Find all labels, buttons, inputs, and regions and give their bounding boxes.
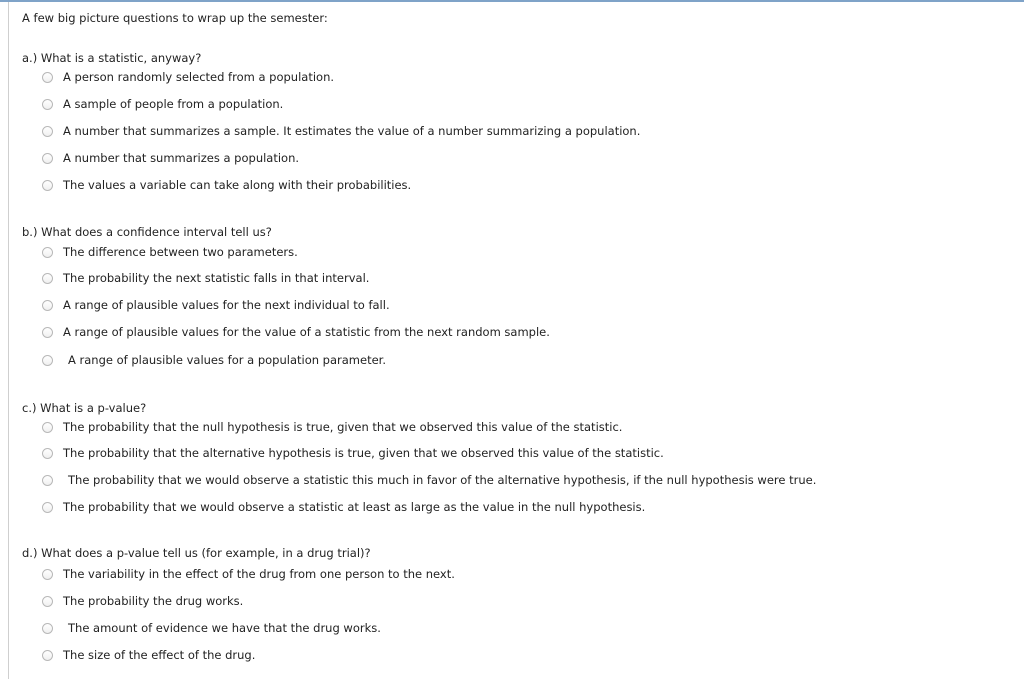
option-c4[interactable] bbox=[42, 499, 645, 515]
option-a3[interactable] bbox=[42, 123, 640, 139]
radio-button[interactable] bbox=[42, 422, 53, 433]
option-d4[interactable] bbox=[42, 647, 255, 663]
option-label: The values a variable can take along with their probabilities. bbox=[63, 178, 412, 192]
question-a-prompt: a.) What is a statistic, anyway? bbox=[22, 51, 202, 65]
radio-button[interactable] bbox=[42, 247, 53, 258]
radio-button[interactable] bbox=[42, 355, 53, 366]
option-label: A range of plausible values for the value of a statistic from the next random sample. bbox=[63, 325, 550, 339]
radio-button[interactable] bbox=[42, 650, 53, 661]
option-label: The size of the effect of the drug. bbox=[63, 648, 256, 662]
radio-button[interactable] bbox=[42, 99, 53, 110]
option-label: The variability in the effect of the drug from one person to the next. bbox=[63, 567, 455, 581]
intro-text: A few big picture questions to wrap up the semester: bbox=[22, 11, 328, 25]
option-label: A range of plausible values for a population parameter. bbox=[68, 353, 386, 367]
option-d2[interactable] bbox=[42, 593, 243, 609]
radio-button[interactable] bbox=[42, 300, 53, 311]
option-label: The difference between two parameters. bbox=[63, 245, 298, 259]
option-d3[interactable] bbox=[42, 620, 381, 636]
question-c-prompt: c.) What is a p-value? bbox=[22, 401, 147, 415]
radio-button[interactable] bbox=[42, 569, 53, 580]
question-b-prompt: b.) What does a confidence interval tell us? bbox=[22, 225, 272, 239]
option-label: The probability that the alternative hypothesis is true, given that we observed this value of the statistic. bbox=[63, 446, 664, 460]
option-b5[interactable] bbox=[42, 352, 386, 368]
option-label: A number that summarizes a sample. It estimates the value of a number summarizing a population. bbox=[63, 124, 641, 138]
option-b2[interactable] bbox=[42, 270, 369, 286]
option-a4[interactable] bbox=[42, 150, 299, 166]
option-c2[interactable] bbox=[42, 445, 664, 461]
radio-button[interactable] bbox=[42, 596, 53, 607]
option-label: A sample of people from a population. bbox=[63, 97, 284, 111]
option-d1[interactable] bbox=[42, 566, 455, 582]
option-label: The probability that we would observe a statistic at least as large as the value in the null hypothesis. bbox=[63, 500, 646, 514]
option-b4[interactable] bbox=[42, 324, 550, 340]
option-c3[interactable] bbox=[42, 472, 816, 488]
option-label: The probability that the null hypothesis is true, given that we observed this value of the statistic. bbox=[63, 420, 623, 434]
radio-button[interactable] bbox=[42, 502, 53, 513]
radio-button[interactable] bbox=[42, 126, 53, 137]
option-a2[interactable] bbox=[42, 96, 283, 112]
radio-button[interactable] bbox=[42, 327, 53, 338]
radio-button[interactable] bbox=[42, 475, 53, 486]
radio-button[interactable] bbox=[42, 72, 53, 83]
option-a1[interactable] bbox=[42, 69, 334, 85]
option-a5[interactable] bbox=[42, 177, 411, 193]
option-label: The probability that we would observe a statistic this much in favor of the alternative hypothesis, if the null hypothesis were true. bbox=[68, 473, 817, 487]
option-b1[interactable] bbox=[42, 244, 298, 260]
radio-button[interactable] bbox=[42, 153, 53, 164]
option-b3[interactable] bbox=[42, 297, 390, 313]
radio-button[interactable] bbox=[42, 180, 53, 191]
option-label: The amount of evidence we have that the drug works. bbox=[68, 621, 381, 635]
option-label: A range of plausible values for the next individual to fall. bbox=[63, 298, 390, 312]
top-border bbox=[0, 0, 1024, 2]
option-label: The probability the next statistic falls in that interval. bbox=[63, 271, 370, 285]
option-label: A number that summarizes a population. bbox=[63, 151, 300, 165]
radio-button[interactable] bbox=[42, 623, 53, 634]
question-d-prompt: d.) What does a p-value tell us (for example, in a drug trial)? bbox=[22, 546, 371, 560]
option-label: A person randomly selected from a population. bbox=[63, 70, 335, 84]
left-border bbox=[8, 2, 9, 679]
option-label: The probability the drug works. bbox=[63, 594, 244, 608]
radio-button[interactable] bbox=[42, 273, 53, 284]
option-c1[interactable] bbox=[42, 419, 622, 435]
radio-button[interactable] bbox=[42, 448, 53, 459]
